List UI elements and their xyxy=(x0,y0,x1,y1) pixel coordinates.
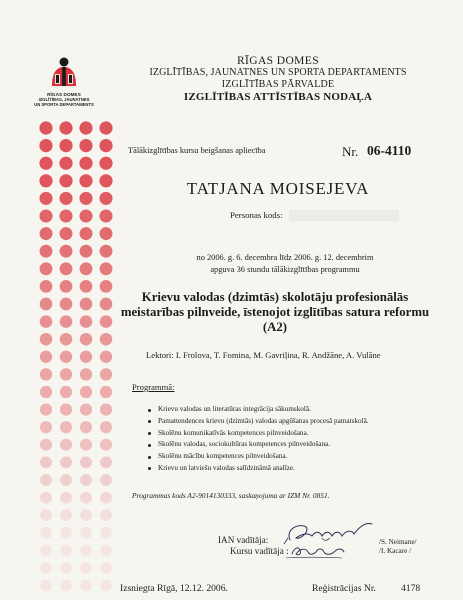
signer1-name: /S. Neimane/ xyxy=(379,538,417,546)
decorative-dot xyxy=(60,280,73,293)
course-title-line1: Krievu valodas (dzimtās) skolotāju profesionālās xyxy=(141,290,409,304)
decorative-dot xyxy=(40,545,52,557)
decorative-dot xyxy=(40,298,53,311)
decorative-dot xyxy=(60,527,72,539)
decorative-dot xyxy=(80,280,93,293)
registration-number: 4178 xyxy=(401,583,421,594)
logo-text-line3: UN SPORTA DEPARTAMENTS xyxy=(34,102,94,107)
decorative-dot xyxy=(79,209,92,222)
decorative-dot xyxy=(60,492,72,504)
decorative-dot xyxy=(59,209,72,222)
decorative-dot xyxy=(80,492,92,504)
decorative-dot xyxy=(40,439,52,451)
decorative-dot xyxy=(99,121,112,134)
decorative-dot xyxy=(40,580,52,592)
decorative-dot xyxy=(80,580,92,592)
decorative-dot xyxy=(60,227,73,240)
personal-code-label: Personas kods: xyxy=(230,210,283,220)
decorative-dot xyxy=(59,192,72,205)
decorative-dot xyxy=(59,157,72,170)
decorative-dot xyxy=(79,174,92,187)
decorative-dot xyxy=(40,404,52,416)
program-topic: Krievu un latviešu valodas salīdzināmā analīze. xyxy=(146,463,369,475)
decorative-dot xyxy=(100,262,113,275)
decorative-dot xyxy=(60,351,72,363)
decorative-dot xyxy=(40,492,52,504)
decorative-dot xyxy=(80,262,93,275)
decorative-dot xyxy=(40,262,53,275)
decorative-dot xyxy=(100,351,112,363)
program-topic: Skolēnu valodas, sociokultūras kompetences pilnveidošana. xyxy=(146,439,369,451)
decorative-dot xyxy=(60,245,73,258)
decorative-dot xyxy=(80,386,92,398)
document-number-label: Nr. xyxy=(342,144,359,159)
decorative-dot xyxy=(80,439,92,451)
decorative-dot xyxy=(40,333,52,345)
decorative-dot xyxy=(100,545,112,557)
decorative-dot xyxy=(60,386,72,398)
decorative-dot xyxy=(60,298,73,311)
decorative-dot xyxy=(60,421,72,433)
decorative-dot xyxy=(60,333,72,345)
decorative-dot xyxy=(60,439,72,451)
lecturers: Lektori: I. Frolova, T. Fomina, M. Gavriļina, R. Andžāne, A. Vulāne xyxy=(146,350,381,360)
decorative-dot xyxy=(100,421,112,433)
program-topic: Skolēnu mācību kompetences pilnveidošana. xyxy=(146,451,369,463)
decorative-dot xyxy=(79,121,92,134)
decorative-dot xyxy=(40,227,53,240)
decorative-dot xyxy=(100,456,112,468)
decorative-dot xyxy=(39,174,52,187)
decorative-dot xyxy=(40,280,53,293)
decorative-dot xyxy=(60,262,73,275)
decorative-dot xyxy=(80,351,92,363)
decorative-dot xyxy=(60,562,72,574)
logo-text-line1: RĪGAS DOMES xyxy=(47,92,81,97)
program-heading: Programmā: xyxy=(132,382,175,392)
handwritten-signatures xyxy=(282,518,382,562)
decorative-dot xyxy=(60,545,72,557)
decorative-dot xyxy=(100,368,112,380)
decorative-dot xyxy=(100,333,112,345)
decorative-dot xyxy=(79,192,92,205)
decorative-dot xyxy=(39,209,52,222)
header-board: IZGLĪTĪBAS PĀRVALDE xyxy=(221,79,335,90)
header-department: IZGLĪTĪBAS, JAUNATNES UN SPORTA DEPARTAMENTS xyxy=(149,67,407,78)
decorative-dot xyxy=(80,227,93,240)
decorative-dot xyxy=(99,192,112,205)
decorative-dot xyxy=(60,474,72,486)
decorative-dot xyxy=(40,245,53,258)
decorative-dot xyxy=(40,527,52,539)
decorative-dot xyxy=(80,527,92,539)
personal-code-redacted xyxy=(289,210,399,221)
decorative-dot xyxy=(80,421,92,433)
decorative-dot xyxy=(59,139,72,152)
decorative-dot xyxy=(100,562,112,574)
decorative-dot xyxy=(80,456,92,468)
decorative-dot xyxy=(40,562,52,574)
decorative-dot xyxy=(100,580,112,592)
program-topic: Krievu valodas un literatūras integrācija sākumskolā. xyxy=(146,404,369,416)
decorative-dot xyxy=(80,298,93,311)
decorative-dot xyxy=(60,509,72,521)
decorative-dot xyxy=(100,404,112,416)
decorative-dot xyxy=(100,474,112,486)
decorative-dot xyxy=(80,474,92,486)
program-topic: Skolēnu komunikatīvās kompetences pilnveidošana. xyxy=(146,428,369,440)
document-type: Tālākizglītības kursu beigšanas apliecība xyxy=(128,146,266,155)
issue-date: Izsniegta Rīgā, 12.12. 2006. xyxy=(120,583,228,594)
decorative-dot xyxy=(80,368,92,380)
decorative-dot xyxy=(100,509,112,521)
course-title-line3: (A2) xyxy=(262,320,288,334)
decorative-dot xyxy=(60,580,72,592)
decorative-dot xyxy=(100,527,112,539)
decorative-dot xyxy=(40,386,52,398)
decorative-dot xyxy=(79,157,92,170)
decorative-dot xyxy=(99,174,112,187)
signer2-name: /I. Kacare / xyxy=(379,547,412,555)
decorative-dot xyxy=(80,562,92,574)
decorative-dot xyxy=(40,456,52,468)
decorative-dot xyxy=(80,245,93,258)
header-division: IZGLĪTĪBAS ATTĪSTĪBAS NODAĻA xyxy=(183,91,373,103)
decorative-dot xyxy=(40,351,52,363)
header-council: RĪGAS DOMES xyxy=(236,55,320,67)
program-topics-list xyxy=(146,404,369,475)
decorative-dot xyxy=(100,492,112,504)
riga-council-logo xyxy=(8,56,120,108)
decorative-dot xyxy=(40,315,53,328)
decorative-dot xyxy=(80,315,93,328)
decorative-dot xyxy=(99,139,112,152)
recipient-name: TATJANA MOISEJEVA xyxy=(186,179,370,198)
document-number: 06-4110 xyxy=(367,143,412,158)
decorative-dot xyxy=(80,545,92,557)
decorative-dot xyxy=(100,227,113,240)
course-title-line2: meistarības pilnveide, īstenojot izglītības satura reformu xyxy=(120,305,430,319)
decorative-dot xyxy=(59,174,72,187)
decorative-dot xyxy=(40,368,52,380)
decorative-dot xyxy=(79,139,92,152)
course-hours: apguva 36 stundu tālākizglītības programmu xyxy=(210,265,360,274)
decorative-dot xyxy=(60,404,72,416)
program-code: Programmas kods A2-9014130333, saskaņojuma ar IZM Nr. 0851. xyxy=(132,491,330,500)
decorative-dot xyxy=(40,421,52,433)
decorative-dot xyxy=(60,456,72,468)
logo-emblem-icon xyxy=(49,56,79,90)
decorative-dot xyxy=(99,209,112,222)
decorative-dot xyxy=(59,121,72,134)
registration-label: Reģistrācijas Nr. xyxy=(312,583,376,594)
decorative-dot xyxy=(40,509,52,521)
logo-text-line2: IZGLĪTĪBAS, JAUNATNES xyxy=(38,97,90,102)
decorative-dot xyxy=(99,157,112,170)
decorative-dot xyxy=(100,245,113,258)
decorative-dot xyxy=(100,386,112,398)
decorative-dot xyxy=(80,404,92,416)
decorative-dot xyxy=(40,474,52,486)
signer1-role: IAN vadītāja: xyxy=(218,535,269,545)
decorative-dot xyxy=(39,192,52,205)
decorative-dot xyxy=(60,315,73,328)
decorative-dot xyxy=(60,368,72,380)
decorative-dot xyxy=(100,439,112,451)
program-topic: Pamattendences krievu (dzimtās) valodas apgūšanas procesā pamatskolā. xyxy=(146,416,369,428)
decorative-dot xyxy=(39,157,52,170)
decorative-dot xyxy=(80,333,92,345)
decorative-dot xyxy=(39,121,52,134)
decorative-dot xyxy=(39,139,52,152)
signer2-role: Kursu vadītāja : xyxy=(230,546,289,556)
decorative-dot xyxy=(80,509,92,521)
course-period: no 2006. g. 6. decembra līdz 2006. g. 12. decembrim xyxy=(196,253,374,262)
